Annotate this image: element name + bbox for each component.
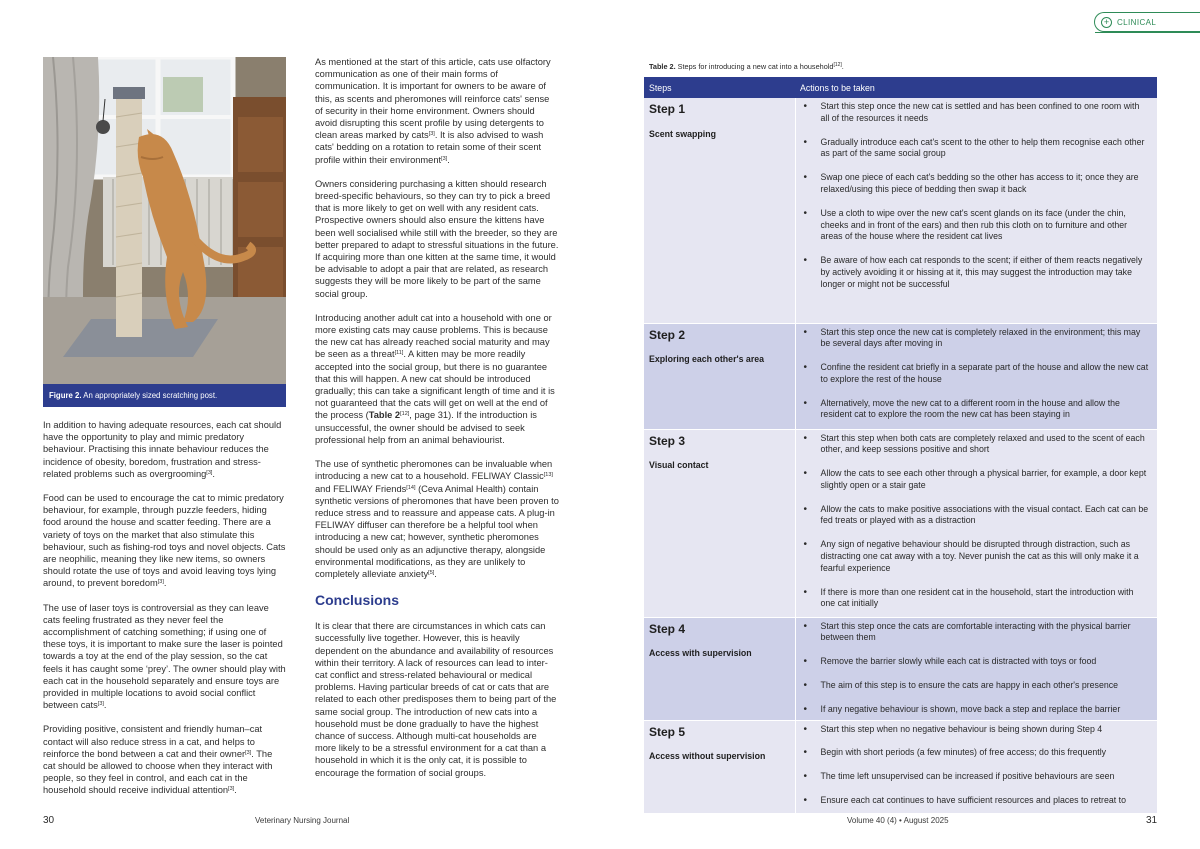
steps-table <box>644 77 1157 813</box>
paragraph: As mentioned at the start of this article, cats use olfactory communication as one of their main forms of communication. It is important for owners to be aware of this, as scents and pheromones will reinforce cats' sense of security in their home environment. Owners should avoid disrupting this scent profile by using detergents to clean areas marked by cats[3]. It is also advised to wash cats' bedding on a rotation to retain some of their scent profile within their environment[3]. <box>315 57 551 165</box>
paragraph: Food can be used to encourage the cat to mimic predatory behaviour, for example, through puzzle feeders, hiding food around the house and scatter feeding. There are a variety of toys on the market that also stimulate this behaviour, such as fishing-rod toys and novel objects. Cats are neophilic, meaning they like new items, so owners should rotate the use of toys and avoid leaving toys lying around, to prevent boredom[3]. <box>43 493 286 589</box>
action-item: • Confine the resident cat briefly in a separate part of the house and allow the new cat to explore the rest of the house <box>800 362 1150 386</box>
table-2-reference[interactable]: Table 2 <box>368 410 401 421</box>
action-item: • The aim of this step is to ensure the cats are happy in each other's presence <box>800 680 1150 692</box>
action-item: • Gradually introduce each cat's scent to the other to help them recognise each other as part of the same social group <box>800 137 1150 161</box>
journal-name: Veterinary Nursing Journal <box>255 816 350 825</box>
figure-caption-text: An appropriately sized scratching post. <box>83 391 218 400</box>
action-item: • Start this step once the cats are comfortable interacting with the physical barrier between them <box>800 621 1150 645</box>
step-title: Step 5 <box>649 724 686 739</box>
photo-illustration <box>43 57 286 384</box>
action-item: • Start this step once the new cat is settled and has been confined to one room with all of the resources it needs <box>800 101 1150 125</box>
step-subtitle: Visual contact <box>649 460 709 471</box>
step-subtitle: Access with supervision <box>649 648 752 659</box>
action-item: • The time left unsupervised can be increased if positive behaviours are seen <box>800 771 1150 783</box>
clinical-label: CLINICAL <box>1117 17 1157 27</box>
header-actions: Actions to be taken <box>795 77 1157 98</box>
table-row <box>644 323 1157 429</box>
step-title: Step 4 <box>649 621 686 636</box>
action-item: • Alternatively, move the new cat to a different room in the house and allow the resident cat to explore the room the new cat has been staying in <box>800 398 1150 422</box>
action-list <box>800 621 1150 716</box>
action-list <box>800 724 1150 807</box>
step-subtitle: Scent swapping <box>649 128 716 139</box>
action-item: • Any sign of negative behaviour should be disrupted through distraction, such as distracting one cat away with a toy. Never punish the cat as this will only make it a fearful experience <box>800 539 1150 574</box>
table-header-row <box>644 77 1157 98</box>
action-item: • Allow the cats to make positive associations with the visual contact. Each cat can be fed treats or played with as a distraction <box>800 504 1150 528</box>
paragraph: Providing positive, consistent and friendly human–cat contact will also reduce stress in a cat, and helps to reinforce the bond between a cat and their owner[3]. The cat should be allowed to choose when they interact with people, so they feel in control, and each cat in the household should receive individual attention[3]. <box>43 724 273 796</box>
issue-info: Volume 40 (4) • August 2025 <box>847 816 949 825</box>
action-item: • Allow the cats to see each other through a physical barrier, for example, a door kept slightly open or a stair gate <box>800 468 1150 492</box>
page-number-left: 30 <box>43 815 55 826</box>
table-title: Table 2. Steps for introducing a new cat into a household[12]. <box>649 62 844 71</box>
action-item: • Be aware of how each cat responds to the scent; if either of them reacts negatively by actively avoiding it or hissing at it, this may suggest the introduction may take longer or might not be successful <box>800 255 1150 290</box>
action-item: • Start this step once the new cat is completely relaxed in the environment; this may be several days after moving in <box>800 327 1150 351</box>
left-column-2 <box>315 56 559 791</box>
paragraph: In addition to having adequate resources, each cat should have the opportunity to play and mimic predatory behaviour. Practising this innate behaviour reduces the incidence of obesity, boredom, frustration and stress-related problems such as overgrooming[3]. <box>43 420 282 479</box>
header-steps: Steps <box>644 77 795 98</box>
figure-label: Figure 2. <box>49 391 82 400</box>
step-subtitle: Exploring each other's area <box>649 354 765 365</box>
step-title: Step 3 <box>649 433 686 448</box>
action-item: • Ensure each cat continues to have sufficient resources and places to retreat to <box>800 795 1150 807</box>
right-page <box>600 0 1200 849</box>
table-row <box>644 98 1157 323</box>
figure-caption <box>43 384 286 407</box>
action-item: • Start this step when no negative behaviour is being shown during Step 4 <box>800 724 1150 736</box>
action-item: • Use a cloth to wipe over the new cat's scent glands on its face (under the chin, cheeks and in front of the ears) and then rub this cloth on to furniture and other areas of the house where the resident cat lives <box>800 208 1150 243</box>
paragraph: Introducing another adult cat into a household with one or more existing cats may cause problems. This is because the new cat has already reached social maturity and may be seen as a threat[11]. A kitten may be more readily accepted into the social group, but there is no guarantee that this will happen. A new cat should be introduced gradually; this can take a significant length of time and it is not guaranteed that the cats will get on well at the end of the process (Table 2[12], page 31). If the introduction is unsuccessful, the owner should be advised to seek professional help from an animal behaviourist. <box>315 312 555 445</box>
table-row <box>644 720 1157 813</box>
action-item: • Swap one piece of each cat's bedding so the other has access to it; once they are relaxed/using this piece of bedding then swap it back <box>800 172 1150 196</box>
table-row <box>644 617 1157 720</box>
paragraph: Owners considering purchasing a kitten should research breed-specific behaviours, so they can try to pick a breed that is more likely to get on well with any resident cats. Prospective owners should also ensure the kittens have been well socialised while still with the breeder, so they are better prepared to adapt to stressful situations in the future. If acquiring more than one kitten at the same time, it would be advisable to adopt a pair that are related, as research suggests they will be more likely to be part of the same social group. <box>315 178 559 299</box>
step-title: Step 1 <box>649 102 686 116</box>
paragraph: The use of synthetic pheromones can be invaluable when introducing a new cat to a household. FELIWAY Classic[13] and FELIWAY Friends[14] (Ceva Animal Health) contain synthetic versions of pheromones that have been proven to reduce stress and to reassure and appease cats. A plug-in FELIWAY diffuser can therefore be a helpful tool when introducing a new cat; however, synthetic pheromones should be used only as an adjunctive therapy, alongside environmental modifications, as they are unlikely to completely alleviate anxiety[5]. <box>315 459 559 579</box>
action-item: • Start this step when both cats are completely relaxed and used to the scent of each other, and keep sessions positive and short <box>800 433 1150 457</box>
paragraph: It is clear that there are circumstances in which cats can successfully live together. However, this is heavily dependent on the abundance and availability of resources within their territory. A lack of resources can lead to inter-cat conflict and stress-related behavioural or medical problems. Having particular breeds of cat or cats that are related to each other predisposes them to being part of the same social group. The introduction of new cats into a household must be done gradually to have the highest chance of success. Although multi-cat households are more likely to be a stressful environment for a cat than a household in which it is the only cat, it is possible to encourage the formation of social groups. <box>315 621 557 778</box>
tab-divider <box>1095 32 1200 33</box>
action-list <box>800 327 1150 422</box>
action-list <box>800 101 1150 291</box>
action-list <box>800 433 1150 611</box>
table-row <box>644 429 1157 617</box>
page-number-right: 31 <box>1146 815 1158 826</box>
action-item: • Remove the barrier slowly while each cat is distracted with toys or food <box>800 656 1150 668</box>
action-item: • If any negative behaviour is shown, move back a step and replace the barrier <box>800 704 1150 716</box>
left-column-1 <box>43 419 287 809</box>
step-title: Step 2 <box>649 327 686 342</box>
conclusions-heading: Conclusions <box>315 592 400 609</box>
clinical-section-tab[interactable] <box>1094 12 1200 32</box>
step-subtitle: Access without supervision <box>649 751 766 762</box>
action-item: • Begin with short periods (a few minutes) of free access; do this frequently <box>800 747 1150 759</box>
cat-scratching-post-photo <box>43 57 286 384</box>
figure-2 <box>43 57 286 407</box>
plus-circle-icon: + <box>1101 17 1112 28</box>
paragraph: The use of laser toys is controversial as they can leave cats feeling frustrated as they never feel the accomplishment of catching something; if using one of these toys, it is important to make sure the laser is pointed towards a toy at the end of the play session, so the cat feels it has caught some ‘prey’. The owner should play with each cat in the household separately and ensure toys are provided in multiple locations to avoid social conflict between cats[3]. <box>43 602 286 711</box>
action-item: • If there is more than one resident cat in the household, start the introduction with one cat initially <box>800 587 1150 611</box>
